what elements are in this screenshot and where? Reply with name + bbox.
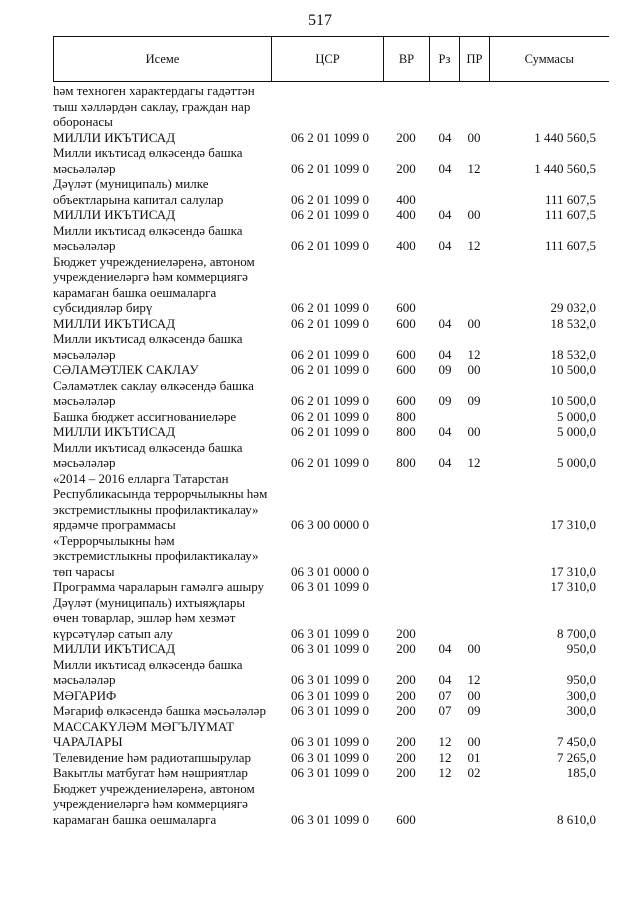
row-csr: 06 3 01 1099 0: [291, 765, 369, 780]
row-pr: 00: [467, 129, 481, 145]
row-vr: 200: [396, 765, 416, 780]
row-sum: 7 450,0: [557, 734, 596, 749]
table-row: [53, 579, 608, 595]
table-row: [53, 223, 608, 254]
row-name: [53, 176, 271, 207]
row-csr: 06 3 00 0000 0: [291, 517, 369, 532]
row-name-line: күрсәтүләр сатып алу: [53, 625, 173, 641]
row-name-line: МИЛЛИ ИКЪТИСАД: [53, 641, 176, 656]
row-name: [53, 703, 271, 719]
row-pr: 12: [467, 160, 481, 176]
row-name: [53, 223, 271, 254]
row-pr: 01: [467, 749, 481, 765]
row-rz: 09: [438, 393, 452, 408]
table-row: [53, 207, 608, 223]
row-vr: 800: [396, 424, 416, 439]
row-name: [53, 765, 271, 781]
row-name-line: СӘЛАМӘТЛЕК САКЛАУ: [53, 362, 199, 377]
row-name-line: оборонасы: [53, 114, 113, 129]
row-pr: 00: [467, 734, 481, 749]
row-name: [53, 719, 271, 750]
table-row: [53, 316, 608, 332]
row-name: [53, 331, 271, 362]
table-row: [53, 641, 608, 657]
row-csr: 06 2 01 1099 0: [291, 455, 369, 470]
row-pr: 00: [467, 207, 481, 222]
row-name: [53, 409, 271, 425]
row-csr: 06 3 01 1099 0: [291, 579, 369, 594]
row-csr: 06 2 01 1099 0: [291, 315, 369, 331]
table-row: [53, 362, 608, 378]
row-name-line: Мәгариф өлкәсендә башка мәсьәләләр: [53, 703, 266, 718]
row-vr: 600: [396, 811, 416, 827]
row-sum: 111 607,5: [544, 207, 596, 222]
row-name-line: Башка бюджет ассигнованиеләре: [53, 408, 237, 424]
row-rz: 12: [438, 734, 452, 749]
row-vr: 200: [396, 749, 416, 765]
row-name: [53, 595, 271, 642]
row-pr: 09: [467, 703, 481, 718]
page-number: 517: [308, 12, 332, 29]
header-vr: ВР: [384, 37, 430, 82]
row-name: [53, 83, 271, 130]
row-name-line: Бюджет учреждениеләренә, автоном: [53, 253, 255, 269]
row-sum: 300,0: [566, 687, 596, 703]
table-row: [53, 424, 608, 440]
table-row: [53, 83, 608, 130]
row-sum: 5 000,0: [557, 408, 596, 424]
row-name-line: Милли икътисад өлкәсендә башка: [53, 331, 243, 346]
table-row: [53, 750, 608, 766]
row-name-line: МИЛЛИ ИКЪТИСАД: [53, 129, 176, 145]
row-pr: 02: [467, 765, 481, 780]
row-name-line: төп чарасы: [53, 563, 115, 579]
row-csr: 06 2 01 1099 0: [291, 424, 369, 439]
table-row: [53, 533, 608, 580]
row-sum: 18 532,0: [550, 315, 596, 331]
row-rz: 04: [438, 424, 452, 439]
row-csr: 06 3 01 1099 0: [291, 672, 369, 687]
row-name: [53, 130, 271, 146]
row-pr: 09: [467, 393, 481, 408]
row-name-line: Сәламәтлек саклау өлкәсендә башка: [53, 377, 254, 393]
row-name-line: экстремистлыкны профилактикалау»: [53, 548, 259, 563]
table-row: [53, 471, 608, 533]
row-vr: 600: [396, 315, 416, 331]
row-sum: 10 500,0: [550, 393, 596, 408]
row-vr: 400: [396, 191, 416, 207]
row-rz: 04: [438, 455, 452, 470]
row-rz: 09: [438, 362, 452, 377]
row-name: [53, 750, 271, 766]
row-name: [53, 440, 271, 471]
row-sum: 8 700,0: [557, 625, 596, 641]
header-sum: Суммасы: [490, 37, 609, 82]
row-name-line: экстремистлыкны профилактикалау»: [53, 501, 259, 517]
row-name-line: объектларына капитал салулар: [53, 191, 224, 207]
row-sum: 5 000,0: [557, 424, 596, 439]
table-row: [53, 719, 608, 750]
row-vr: 200: [396, 703, 416, 718]
row-rz: 04: [438, 346, 452, 362]
table-row: [53, 765, 608, 781]
table-header: [53, 36, 608, 82]
row-name-line: субсидияләр бирү: [53, 300, 153, 315]
row-name: [53, 533, 271, 580]
row-name-line: мәсьәләләр: [53, 672, 116, 687]
header-name: Исеме: [54, 37, 272, 82]
table-row: [53, 176, 608, 207]
row-csr: 06 3 01 1099 0: [291, 749, 369, 765]
row-name: [53, 207, 271, 223]
row-name-line: Программа чараларын гамәлгә ашыру: [53, 579, 265, 594]
row-csr: 06 2 01 1099 0: [291, 408, 369, 424]
row-name: [53, 471, 271, 533]
row-name-line: Милли икътисад өлкәсендә башка: [53, 656, 243, 672]
row-rz: 04: [438, 160, 452, 176]
row-name-line: Бюджет учреждениеләренә, автоном: [53, 780, 255, 796]
row-sum: 18 532,0: [550, 346, 596, 362]
row-pr: 00: [467, 362, 481, 377]
row-csr: 06 3 01 1099 0: [291, 687, 369, 703]
row-rz: 07: [438, 687, 452, 703]
row-name-line: Милли икътисад өлкәсендә башка: [53, 439, 243, 455]
row-rz: 04: [438, 641, 452, 656]
table-row: [53, 409, 608, 425]
row-vr: 200: [396, 734, 416, 749]
row-vr: 400: [396, 238, 416, 253]
row-sum: 10 500,0: [550, 362, 596, 377]
row-name-line: МАССАКҮЛӘМ МӘГЪЛҮМАТ: [53, 718, 235, 734]
row-name: [53, 378, 271, 409]
row-csr: 06 3 01 1099 0: [291, 811, 369, 827]
row-name: [53, 579, 271, 595]
row-vr: 600: [396, 346, 416, 362]
row-name-line: мәсьәләләр: [53, 160, 116, 176]
table-row: [53, 378, 608, 409]
row-sum: 29 032,0: [550, 300, 596, 315]
row-name-line: ярдәмче программасы: [53, 517, 176, 532]
row-name-line: карамаган башка оешмаларга: [53, 284, 217, 300]
row-sum: 17 310,0: [550, 517, 596, 532]
row-vr: 200: [396, 129, 416, 145]
row-name: [53, 316, 271, 332]
row-pr: 12: [467, 672, 481, 687]
table-row: [53, 130, 608, 146]
row-csr: 06 2 01 1099 0: [291, 393, 369, 408]
row-csr: 06 2 01 1099 0: [291, 191, 369, 207]
row-name-line: мәсьәләләр: [53, 346, 116, 362]
row-rz: 04: [438, 315, 452, 331]
row-sum: 7 265,0: [557, 749, 596, 765]
row-vr: 200: [396, 641, 416, 656]
row-vr: 800: [396, 408, 416, 424]
row-sum: 185,0: [566, 765, 596, 780]
row-rz: 04: [438, 129, 452, 145]
header-rz: Рз: [430, 37, 460, 82]
row-name-line: Милли икътисад өлкәсендә башка: [53, 145, 243, 160]
row-pr: 00: [467, 424, 481, 439]
row-sum: 5 000,0: [557, 455, 596, 470]
row-name-line: Телевидение һәм радиотапшырулар: [53, 749, 251, 765]
row-name-line: «Террорчылыкны һәм: [53, 532, 175, 548]
row-sum: 950,0: [566, 672, 596, 687]
table-row: [53, 254, 608, 316]
table-row: [53, 688, 608, 704]
row-name-line: МИЛЛИ ИКЪТИСАД: [53, 207, 176, 222]
header-csr: ЦСР: [272, 37, 384, 82]
table-row: [53, 703, 608, 719]
row-name-line: ЧАРАЛАРЫ: [53, 734, 123, 749]
row-csr: 06 3 01 1099 0: [291, 703, 369, 718]
row-csr: 06 3 01 0000 0: [291, 563, 369, 579]
header-pr: ПР: [460, 37, 490, 82]
row-sum: 1 440 560,5: [534, 160, 596, 176]
row-vr: 600: [396, 362, 416, 377]
row-vr: 800: [396, 455, 416, 470]
row-name: [53, 657, 271, 688]
row-sum: 17 310,0: [550, 579, 596, 594]
row-vr: 600: [396, 300, 416, 315]
row-csr: 06 3 01 1099 0: [291, 641, 369, 656]
row-name-line: МИЛЛИ ИКЪТИСАД: [53, 424, 176, 439]
row-sum: 111 607,5: [544, 238, 596, 253]
row-name-line: мәсьәләләр: [53, 455, 116, 470]
row-vr: 200: [396, 625, 416, 641]
row-name-line: һәм техноген характердагы гадәттән: [53, 83, 255, 98]
row-sum: 17 310,0: [550, 563, 596, 579]
table-row: [53, 657, 608, 688]
row-rz: 04: [438, 238, 452, 253]
table-body: [53, 83, 608, 827]
row-name-line: МӘГАРИФ: [53, 687, 117, 703]
row-csr: 06 2 01 1099 0: [291, 207, 369, 222]
row-rz: 04: [438, 207, 452, 222]
row-name-line: «2014 – 2016 елларга Татарстан: [53, 470, 229, 486]
row-pr: 12: [467, 346, 481, 362]
row-vr: 200: [396, 160, 416, 176]
row-pr: 00: [467, 315, 481, 331]
row-name-line: Вакытлы матбугат һәм нәшриятлар: [53, 765, 248, 780]
row-vr: 200: [396, 672, 416, 687]
row-name: [53, 641, 271, 657]
row-name: [53, 424, 271, 440]
row-csr: 06 2 01 1099 0: [291, 238, 369, 253]
row-vr: 600: [396, 393, 416, 408]
row-rz: 07: [438, 703, 452, 718]
row-sum: 1 440 560,5: [534, 129, 596, 145]
row-name-line: тыш хәлләрдән саклау, граждан нар: [53, 98, 251, 114]
row-csr: 06 2 01 1099 0: [291, 346, 369, 362]
row-csr: 06 2 01 1099 0: [291, 129, 369, 145]
row-name-line: учреждениеләргә һәм коммерциягә: [53, 796, 248, 811]
row-name-line: мәсьәләләр: [53, 393, 116, 408]
row-name-line: Дәүләт (муниципаль) милке: [53, 176, 209, 191]
row-name: [53, 781, 271, 828]
table-row: [53, 781, 608, 828]
row-name-line: МИЛЛИ ИКЪТИСАД: [53, 315, 176, 331]
row-name: [53, 688, 271, 704]
row-name-line: өчен товарлар, эшләр һәм хезмәт: [53, 610, 236, 625]
row-rz: 12: [438, 749, 452, 765]
row-name: [53, 145, 271, 176]
row-pr: 00: [467, 641, 481, 656]
row-csr: 06 2 01 1099 0: [291, 300, 369, 315]
table-row: [53, 145, 608, 176]
row-vr: 400: [396, 207, 416, 222]
row-name-line: мәсьәләләр: [53, 238, 116, 253]
row-pr: 00: [467, 687, 481, 703]
row-pr: 12: [467, 238, 481, 253]
row-sum: 8 610,0: [557, 811, 596, 827]
table-row: [53, 595, 608, 642]
row-sum: 950,0: [566, 641, 596, 656]
row-csr: 06 2 01 1099 0: [291, 362, 369, 377]
row-pr: 12: [467, 455, 481, 470]
row-sum: 111 607,5: [544, 191, 596, 207]
row-vr: 200: [396, 687, 416, 703]
row-name: [53, 362, 271, 378]
row-name-line: Милли икътисад өлкәсендә башка: [53, 222, 243, 238]
row-csr: 06 2 01 1099 0: [291, 160, 369, 176]
row-name-line: Дәүләт (муниципаль) ихтыяҗлары: [53, 594, 246, 610]
row-name-line: Республикасында террорчылыкны һәм: [53, 486, 268, 501]
row-name-line: учреждениеләргә һәм коммерциягә: [53, 269, 248, 284]
row-sum: 300,0: [566, 703, 596, 718]
row-rz: 04: [438, 672, 452, 687]
row-csr: 06 3 01 1099 0: [291, 734, 369, 749]
table-row: [53, 331, 608, 362]
table-row: [53, 440, 608, 471]
row-name: [53, 254, 271, 316]
row-name-line: карамаган башка оешмаларга: [53, 811, 217, 827]
row-csr: 06 3 01 1099 0: [291, 625, 369, 641]
row-rz: 12: [438, 765, 452, 780]
